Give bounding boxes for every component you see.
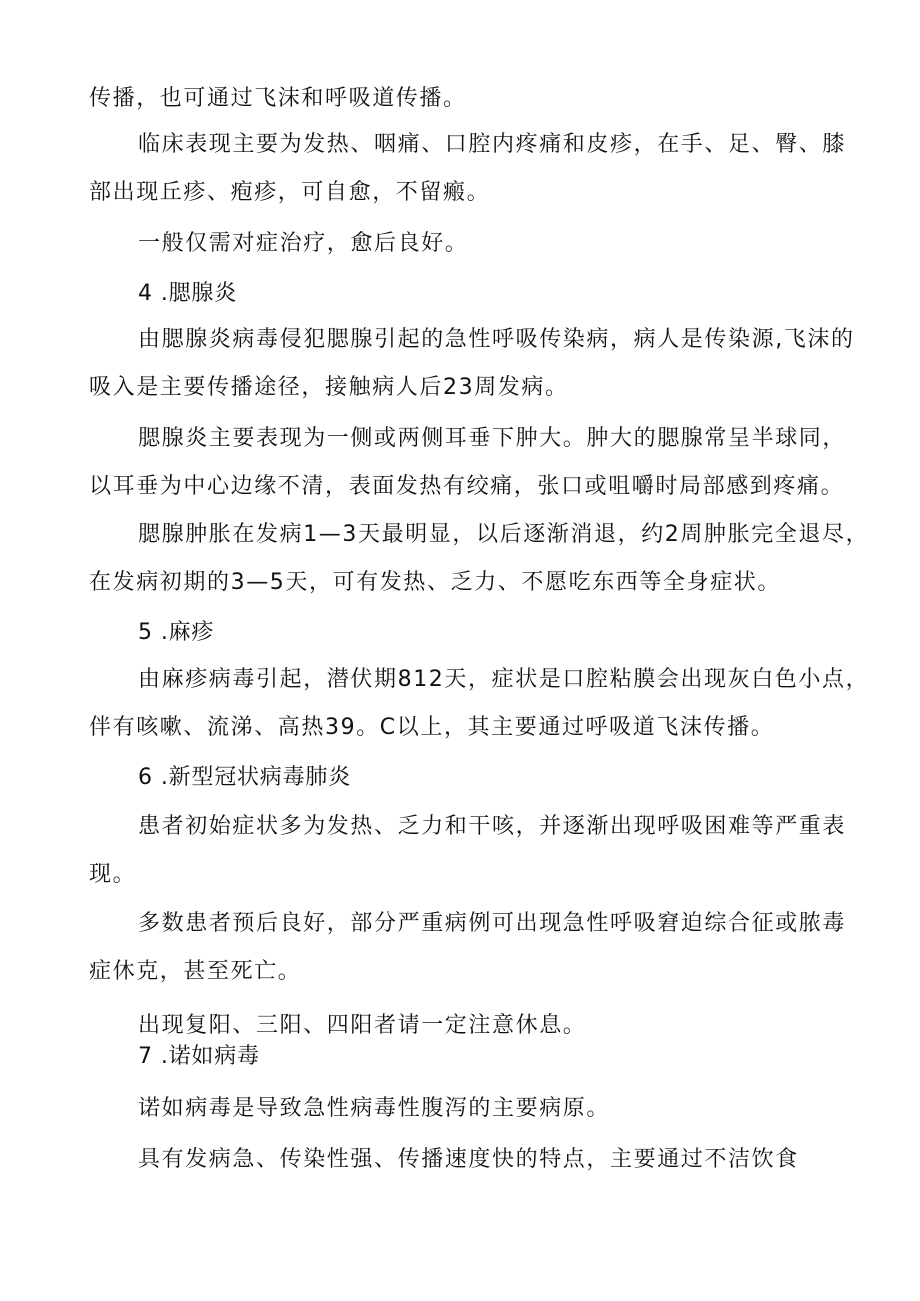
paragraph-line: 由麻疹病毒引起，潜伏期812天，症状是口腔粘膜会出现灰白色小点， — [138, 667, 870, 692]
paragraph-line: 在发病初期的3—5天，可有发热、乏力、不愿吃东西等全身症状。 — [89, 570, 781, 595]
paragraph-line: 诺如病毒是导致急性病毒性腹泻的主要病原。 — [138, 1096, 611, 1121]
section-heading-7 — [138, 1042, 260, 1072]
paragraph-line: 患者初始症状多为发热、乏力和干咳，并逐渐出现呼吸困难等严重表 — [138, 814, 847, 839]
paragraph-line: 多数患者预后良好，部分严重病例可出现急性呼吸窘迫综合征或脓毒 — [138, 911, 847, 936]
section-heading-6 — [138, 763, 351, 793]
paragraph-line: 出现复阳、三阳、四阳者请一定注意休息。 — [138, 1013, 587, 1038]
paragraph-line: 由腮腺炎病毒侵犯腮腺引起的急性呼吸传染病，病人是传染源,飞沫的 — [138, 327, 855, 352]
paragraph-line: 腮腺炎主要表现为一侧或两侧耳垂下肿大。肿大的腮腺常呈半球同， — [138, 426, 847, 451]
paragraph-line: 现。 — [89, 862, 137, 887]
section-title: .麻疹 — [160, 620, 215, 645]
paragraph-line: 部出现丘疹、疱疹，可自愈，不留瘢。 — [89, 180, 491, 205]
paragraph-line: 症休克，甚至死亡。 — [89, 959, 302, 984]
section-number: 4 — [138, 281, 153, 306]
paragraph-line: 临床表现主要为发热、咽痛、口腔内疼痛和皮疹，在手、足、臀、膝 — [138, 132, 847, 157]
paragraph-line: 伴有咳嗽、流涕、高热39。C以上，其主要通过呼吸道飞沫传播。 — [89, 715, 775, 740]
paragraph-line: 吸入是主要传播途径，接触病人后23周发病。 — [89, 375, 569, 400]
paragraph-line: 腮腺肿胀在发病1—3天最明显，以后逐渐消退，约2周肿胀完全退尽， — [138, 522, 870, 547]
paragraph-line: 传播，也可通过飞沫和呼吸道传播。 — [89, 86, 467, 111]
section-heading-4 — [138, 279, 237, 309]
section-number: 6 — [138, 765, 153, 790]
paragraph-line: 一般仅需对症治疗，愈后良好。 — [138, 231, 469, 256]
section-title: .新型冠状病毒肺炎 — [160, 765, 352, 790]
section-title: .腮腺炎 — [160, 281, 238, 306]
section-title: .诺如病毒 — [160, 1044, 260, 1069]
paragraph-line: 以耳垂为中心边缘不清，表面发热有绞痛，张口或咀嚼时局部感到疼痛。 — [89, 474, 845, 499]
section-number: 5 — [138, 620, 153, 645]
section-number: 7 — [138, 1044, 153, 1069]
section-heading-5 — [138, 618, 214, 648]
paragraph-line: 具有发病急、传染性强、传播速度快的特点，主要通过不洁饮食 — [138, 1147, 799, 1172]
